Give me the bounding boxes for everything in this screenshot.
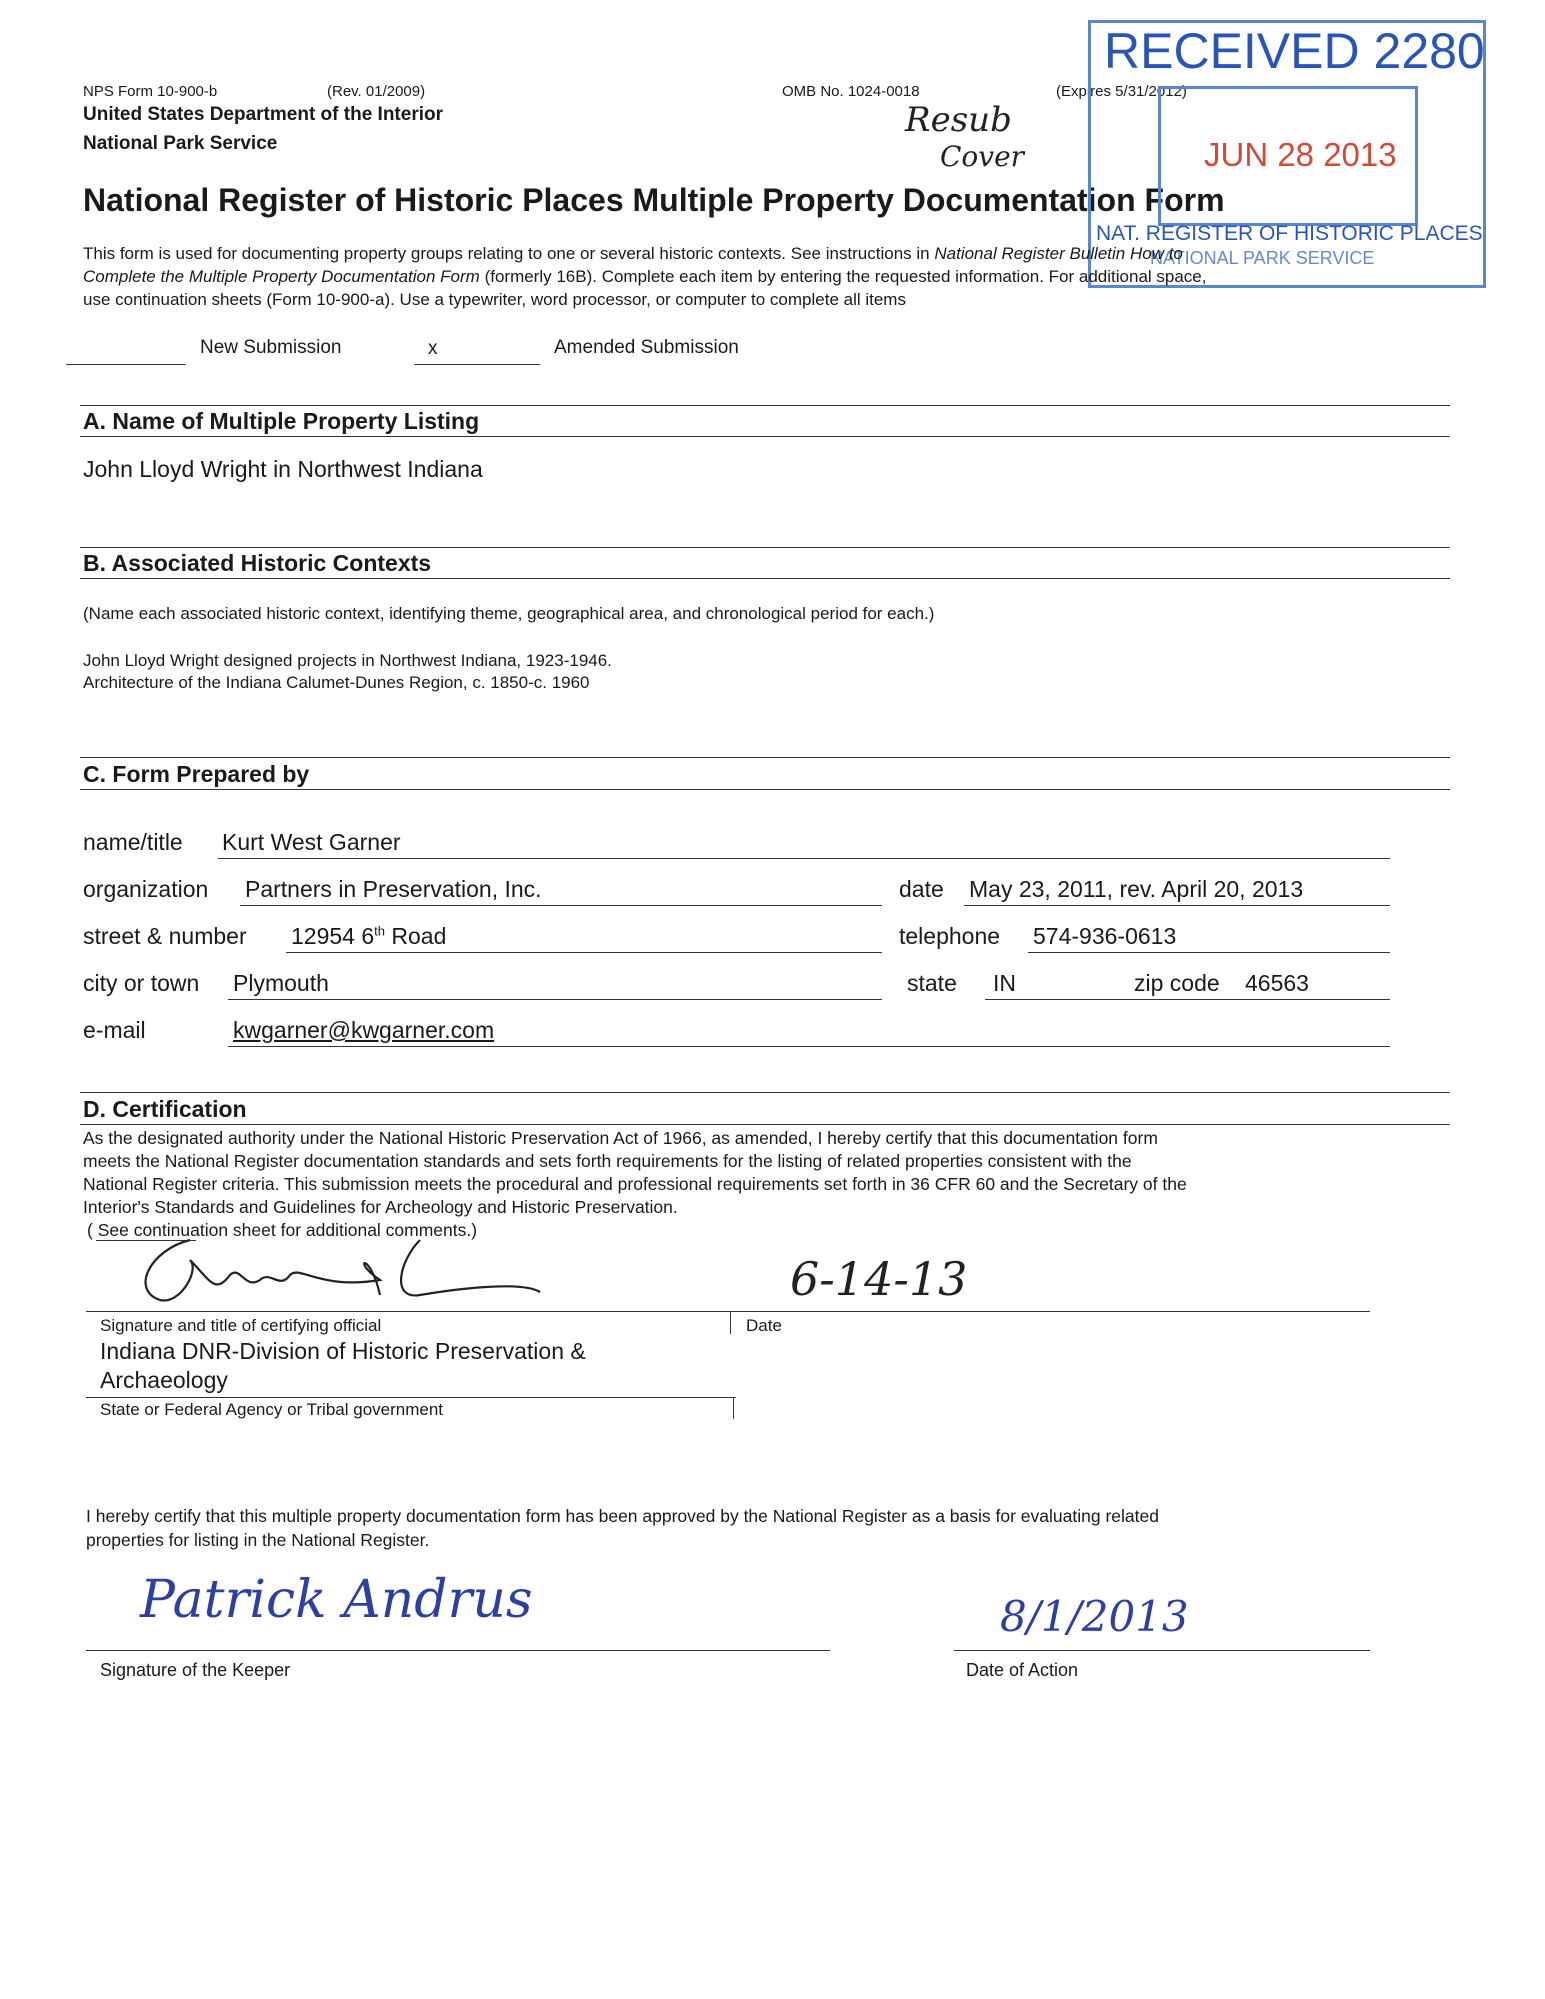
street-value[interactable] <box>291 923 446 950</box>
telephone-value[interactable]: 574-936-0613 <box>1033 923 1177 949</box>
certification-text <box>83 1127 1187 1219</box>
section-d-top-rule <box>80 1092 1450 1093</box>
stamp-register-text: NAT. REGISTER OF HISTORIC PLACES <box>1096 222 1483 245</box>
certifying-signature <box>120 1220 580 1310</box>
email-value[interactable]: kwgarner@kwgarner.com <box>233 1017 495 1043</box>
form-title: National Register of Historic Places Multiple Property Documentation Form <box>83 182 1225 218</box>
keeper-statement-2: properties for listing in the National Register. <box>86 1530 430 1550</box>
state-line <box>985 999 1390 1000</box>
street-suffix: th <box>374 923 385 939</box>
amended-submission-label: Amended Submission <box>554 337 739 358</box>
service-name: National Park Service <box>83 133 278 154</box>
state-value[interactable]: IN <box>993 970 1016 996</box>
city-label: city or town <box>83 970 200 996</box>
city-line <box>228 999 882 1000</box>
name-title-label: name/title <box>83 829 183 855</box>
stamp-received-text: RECEIVED 2280 <box>1104 23 1485 79</box>
city-value[interactable]: Plymouth <box>233 970 329 996</box>
expiration: (Expires 5/31/2012) <box>1056 83 1187 100</box>
property-listing-name: John Lloyd Wright in Northwest Indiana <box>83 456 483 482</box>
intro-line1a: This form is used for documenting property groups relating to one or several historic contexts. See instructions in <box>83 244 935 263</box>
historic-context-2: Architecture of the Indiana Calumet-Dunes Region, c. 1850-c. 1960 <box>83 673 590 692</box>
keeper-date-value: 8/1/2013 <box>1000 1592 1189 1641</box>
keeper-date-line <box>954 1650 1370 1651</box>
telephone-label: telephone <box>899 923 1001 949</box>
department-name: United States Department of the Interior <box>83 104 443 125</box>
state-label: state <box>907 970 957 996</box>
date-divider <box>730 1312 731 1334</box>
keeper-signature-label: Signature of the Keeper <box>100 1660 291 1680</box>
certification-line-4: Interior's Standards and Guidelines for Archeology and Historic Preservation. <box>83 1197 678 1217</box>
stamp-date: JUN 28 2013 <box>1204 136 1397 173</box>
continuation-note: ( See continuation sheet for additional comments.) <box>87 1220 478 1240</box>
section-b-heading: B. Associated Historic Contexts <box>83 550 432 576</box>
section-c-heading: C. Form Prepared by <box>83 761 310 787</box>
certification-date-label: Date <box>746 1316 782 1335</box>
agency-line-2: Archaeology <box>100 1367 228 1393</box>
intro-bulletin: National Register Bulletin How to <box>934 244 1183 263</box>
intro-line2b: (formerly 16B). Complete each item by entering the requested information. For additional space, <box>479 267 1207 286</box>
email-label: e-mail <box>83 1017 146 1043</box>
street-label: street & number <box>83 923 247 949</box>
intro-paragraph <box>83 242 1483 311</box>
keeper-date-label: Date of Action <box>966 1660 1079 1680</box>
omb-number: OMB No. 1024-0018 <box>782 83 920 100</box>
organization-label: organization <box>83 876 209 902</box>
keeper-signature: Patrick Andrus <box>140 1570 533 1630</box>
date-label: date <box>899 876 944 902</box>
certification-line-1: As the designated authority under the National Historic Preservation Act of 1966, as amended, I hereby certify that this documentation form <box>83 1128 1158 1148</box>
stamp-service-text: NATIONAL PARK SERVICE <box>1150 248 1375 268</box>
date-value[interactable]: May 23, 2011, rev. April 20, 2013 <box>969 876 1304 902</box>
amended-submission-mark: x <box>428 338 438 359</box>
handwritten-resub: Resub <box>905 100 1012 140</box>
new-submission-label: New Submission <box>200 337 342 358</box>
section-a-bottom-rule <box>80 436 1450 437</box>
handwritten-cover: Cover <box>940 140 1025 173</box>
street-line <box>286 952 882 953</box>
form-revision: (Rev. 01/2009) <box>327 83 426 100</box>
street-number: 12954 6 <box>291 923 375 949</box>
name-title-line <box>218 858 1390 859</box>
intro-line3: use continuation sheets (Form 10-900-a). Use a typewriter, word processor, or computer to complete all items <box>83 290 906 309</box>
certification-date-value: 6-14-13 <box>790 1252 968 1306</box>
section-d-bottom-rule <box>80 1124 1450 1125</box>
name-title-value[interactable]: Kurt West Garner <box>222 829 401 855</box>
zip-label: zip code <box>1134 970 1220 996</box>
certification-line-2: meets the National Register documentation standards and sets forth requirements for the listing of related properties consistent with the <box>83 1151 1132 1171</box>
section-a-top-rule <box>80 405 1450 406</box>
certification-line-3: National Register criteria. This submission meets the procedural and professional requirements set forth in 36 CFR 60 and the Secretary of the <box>83 1174 1187 1194</box>
street-name: Road <box>384 923 447 949</box>
agency-line-1: Indiana DNR-Division of Historic Preservation & <box>100 1338 586 1364</box>
section-b-top-rule <box>80 547 1450 548</box>
section-d-heading: D. Certification <box>83 1096 247 1122</box>
keeper-statement-1: I hereby certify that this multiple property documentation form has been approved by the National Register as a basis for evaluating related <box>86 1506 1159 1526</box>
section-b-instructions: (Name each associated historic context, identifying theme, geographical area, and chronological period for each.) <box>83 604 935 623</box>
historic-context-1: John Lloyd Wright designed projects in Northwest Indiana, 1923-1946. <box>83 651 612 670</box>
section-c-bottom-rule <box>80 789 1450 790</box>
zip-value[interactable]: 46563 <box>1245 970 1309 996</box>
agency-label: State or Federal Agency or Tribal government <box>100 1400 444 1419</box>
certification-signature-line <box>86 1311 1370 1312</box>
agency-divider <box>733 1397 734 1419</box>
agency-line <box>86 1397 736 1398</box>
section-a-heading: A. Name of Multiple Property Listing <box>83 408 480 434</box>
date-line <box>964 905 1390 906</box>
telephone-line <box>1028 952 1390 953</box>
intro-form-title: Complete the Multiple Property Documentation Form <box>83 267 480 286</box>
organization-line <box>240 905 882 906</box>
section-b-bottom-rule <box>80 578 1450 579</box>
organization-value[interactable]: Partners in Preservation, Inc. <box>245 876 542 902</box>
amended-submission-blank[interactable] <box>414 364 540 365</box>
section-c-top-rule <box>80 757 1450 758</box>
email-line <box>228 1046 1390 1047</box>
new-submission-blank[interactable] <box>66 364 186 365</box>
signature-label: Signature and title of certifying official <box>100 1316 382 1335</box>
keeper-signature-line <box>86 1650 830 1651</box>
form-number: NPS Form 10-900-b <box>83 83 218 100</box>
